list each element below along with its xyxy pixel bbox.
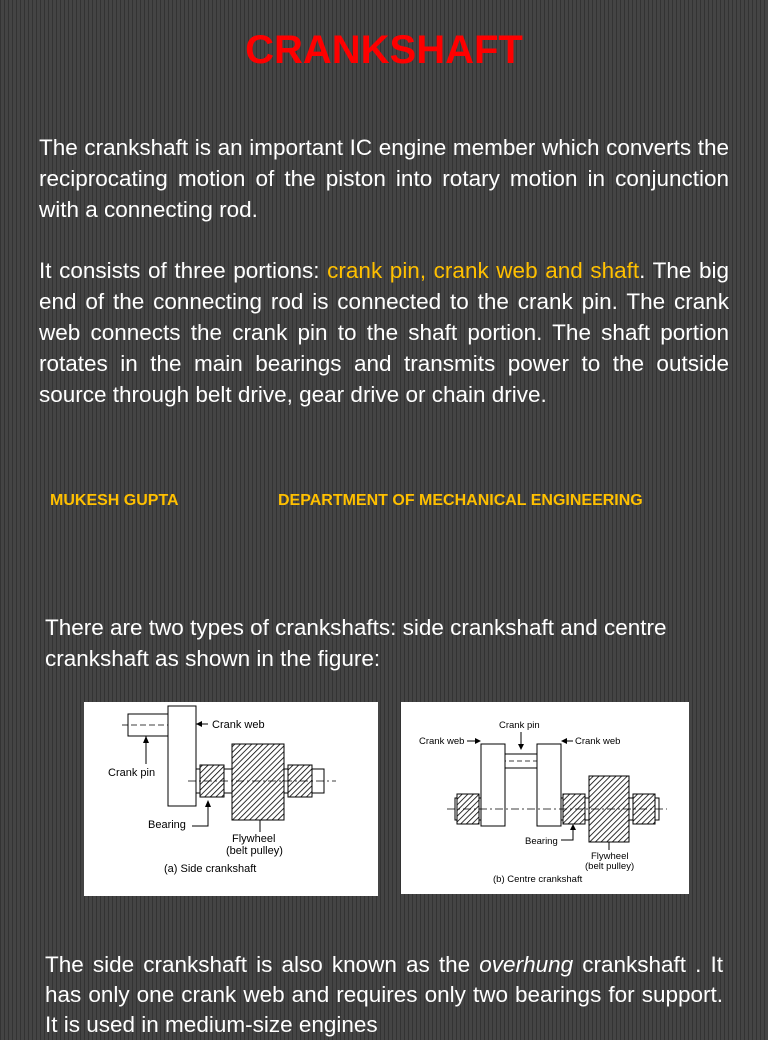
crank-web-shape: [168, 706, 196, 806]
overhung-text-end: crankshaft . It has only one crank web and requires only two bearings for support. It is used in medium-size engines: [45, 952, 723, 1037]
slide-crankshaft-types: [0, 580, 768, 1037]
overhung-term: overhung: [479, 952, 574, 977]
portions-highlight: crank pin, crank web and shaft: [327, 258, 640, 283]
flywheel-shape: [232, 744, 284, 820]
label-belt-pulley: (belt pulley): [226, 845, 283, 857]
slide-title: CRANKSHAFT: [245, 28, 523, 72]
paragraph-definition: The crankshaft is an important IC engine member which converts the reciprocating motion of the piston into rotary motion in conjunction with a connecting rod.: [39, 135, 729, 222]
label-flywheel-b: Flywheel: [591, 851, 629, 862]
label-bearing-b: Bearing: [525, 836, 558, 847]
caption-centre-crankshaft: (b) Centre crankshaft: [493, 874, 583, 885]
crank-web-shape-right: [537, 744, 561, 826]
crank-web-shape-left: [481, 744, 505, 826]
centre-crankshaft-figure: [401, 702, 689, 894]
label-crank-pin: Crank pin: [108, 767, 156, 779]
overhung-paragraph: [45, 950, 723, 1040]
side-crankshaft-diagram: [84, 702, 378, 896]
footer-author: MUKESH GUPTA: [50, 492, 179, 509]
label-flywheel: Flywheel: [232, 833, 276, 845]
label-crank-pin-b: Crank pin: [499, 720, 540, 731]
centre-crankshaft-diagram: [401, 702, 689, 894]
types-intro: There are two types of crankshafts: side crankshaft and centre crankshaft as shown in the figure:: [45, 615, 667, 671]
label-belt-pulley-b: (belt pulley): [585, 861, 635, 872]
label-crank-web-right: Crank web: [575, 736, 621, 747]
overhung-text-start: The side crankshaft is also known as the: [45, 952, 480, 977]
label-crank-web: Crank web: [212, 719, 265, 731]
footer-department: DEPARTMENT OF MECHANICAL ENGINEERING: [278, 492, 643, 509]
caption-side-crankshaft: (a) Side crankshaft: [164, 863, 257, 875]
label-bearing: Bearing: [148, 819, 186, 831]
portions-text-end: . The big end of the connecting rod is connected to the crank pin. The crank web connects the crank pin to the shaft portion. The shaft portion rotates in the main bearings and transmits power to the outside source through belt drive, gear drive or chain drive.: [39, 258, 729, 407]
label-crank-web-left: Crank web: [419, 736, 465, 747]
side-crankshaft-figure: [84, 702, 378, 896]
paragraph-portions: [39, 255, 729, 410]
portions-text-start: It consists of three portions:: [39, 258, 328, 283]
